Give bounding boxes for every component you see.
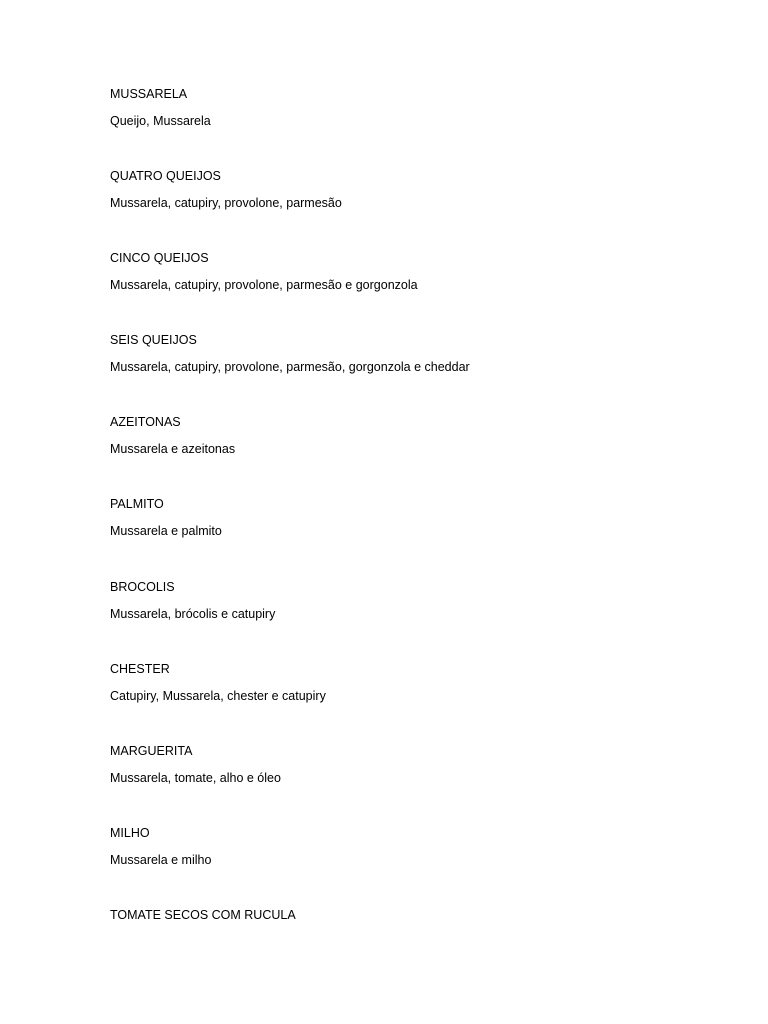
flavor-name: MILHO bbox=[110, 825, 150, 840]
flavor-name: BROCOLIS bbox=[110, 579, 175, 594]
flavor-ingredients: Mussarela e azeitonas bbox=[110, 442, 236, 457]
flavor-ingredients: Mussarela e palmito bbox=[110, 524, 222, 539]
list-item bbox=[110, 743, 710, 825]
flavor-name: CINCO QUEIJOS bbox=[110, 251, 209, 266]
flavor-ingredients: Catupiry, Mussarela, chester e catupiry bbox=[110, 688, 326, 703]
list-item bbox=[110, 579, 710, 661]
flavor-name: AZEITONAS bbox=[110, 415, 181, 430]
list-item bbox=[110, 825, 710, 907]
list-item bbox=[110, 86, 710, 168]
list-item bbox=[110, 414, 710, 496]
list-item bbox=[110, 661, 710, 743]
pizza-flavor-list bbox=[110, 86, 710, 989]
flavor-name: MARGUERITA bbox=[110, 743, 193, 758]
flavor-ingredients: Mussarela, tomate, alho e óleo bbox=[110, 770, 281, 785]
flavor-ingredients: Queijo, Mussarela bbox=[110, 114, 211, 128]
flavor-name: TOMATE SECOS COM RUCULA bbox=[110, 907, 296, 922]
list-item bbox=[110, 168, 710, 250]
flavor-ingredients: Mussarela, catupiry, provolone, parmesão, gorgonzola e cheddar bbox=[110, 360, 470, 375]
list-item bbox=[110, 250, 710, 332]
flavor-ingredients: Mussarela, catupiry, provolone, parmesão e gorgonzola bbox=[110, 278, 418, 293]
flavor-ingredients: Mussarela e milho bbox=[110, 852, 212, 867]
flavor-name: QUATRO QUEIJOS bbox=[110, 169, 221, 184]
flavor-name: SEIS QUEIJOS bbox=[110, 333, 197, 348]
flavor-name: PALMITO bbox=[110, 497, 164, 512]
flavor-ingredients: Mussarela, brócolis e catupiry bbox=[110, 606, 276, 621]
flavor-name: CHESTER bbox=[110, 661, 170, 676]
list-item bbox=[110, 496, 710, 578]
list-item bbox=[110, 332, 710, 414]
list-item bbox=[110, 907, 710, 989]
flavor-name: MUSSARELA bbox=[110, 87, 188, 101]
flavor-ingredients: Mussarela, catupiry, provolone, parmesão bbox=[110, 196, 342, 211]
